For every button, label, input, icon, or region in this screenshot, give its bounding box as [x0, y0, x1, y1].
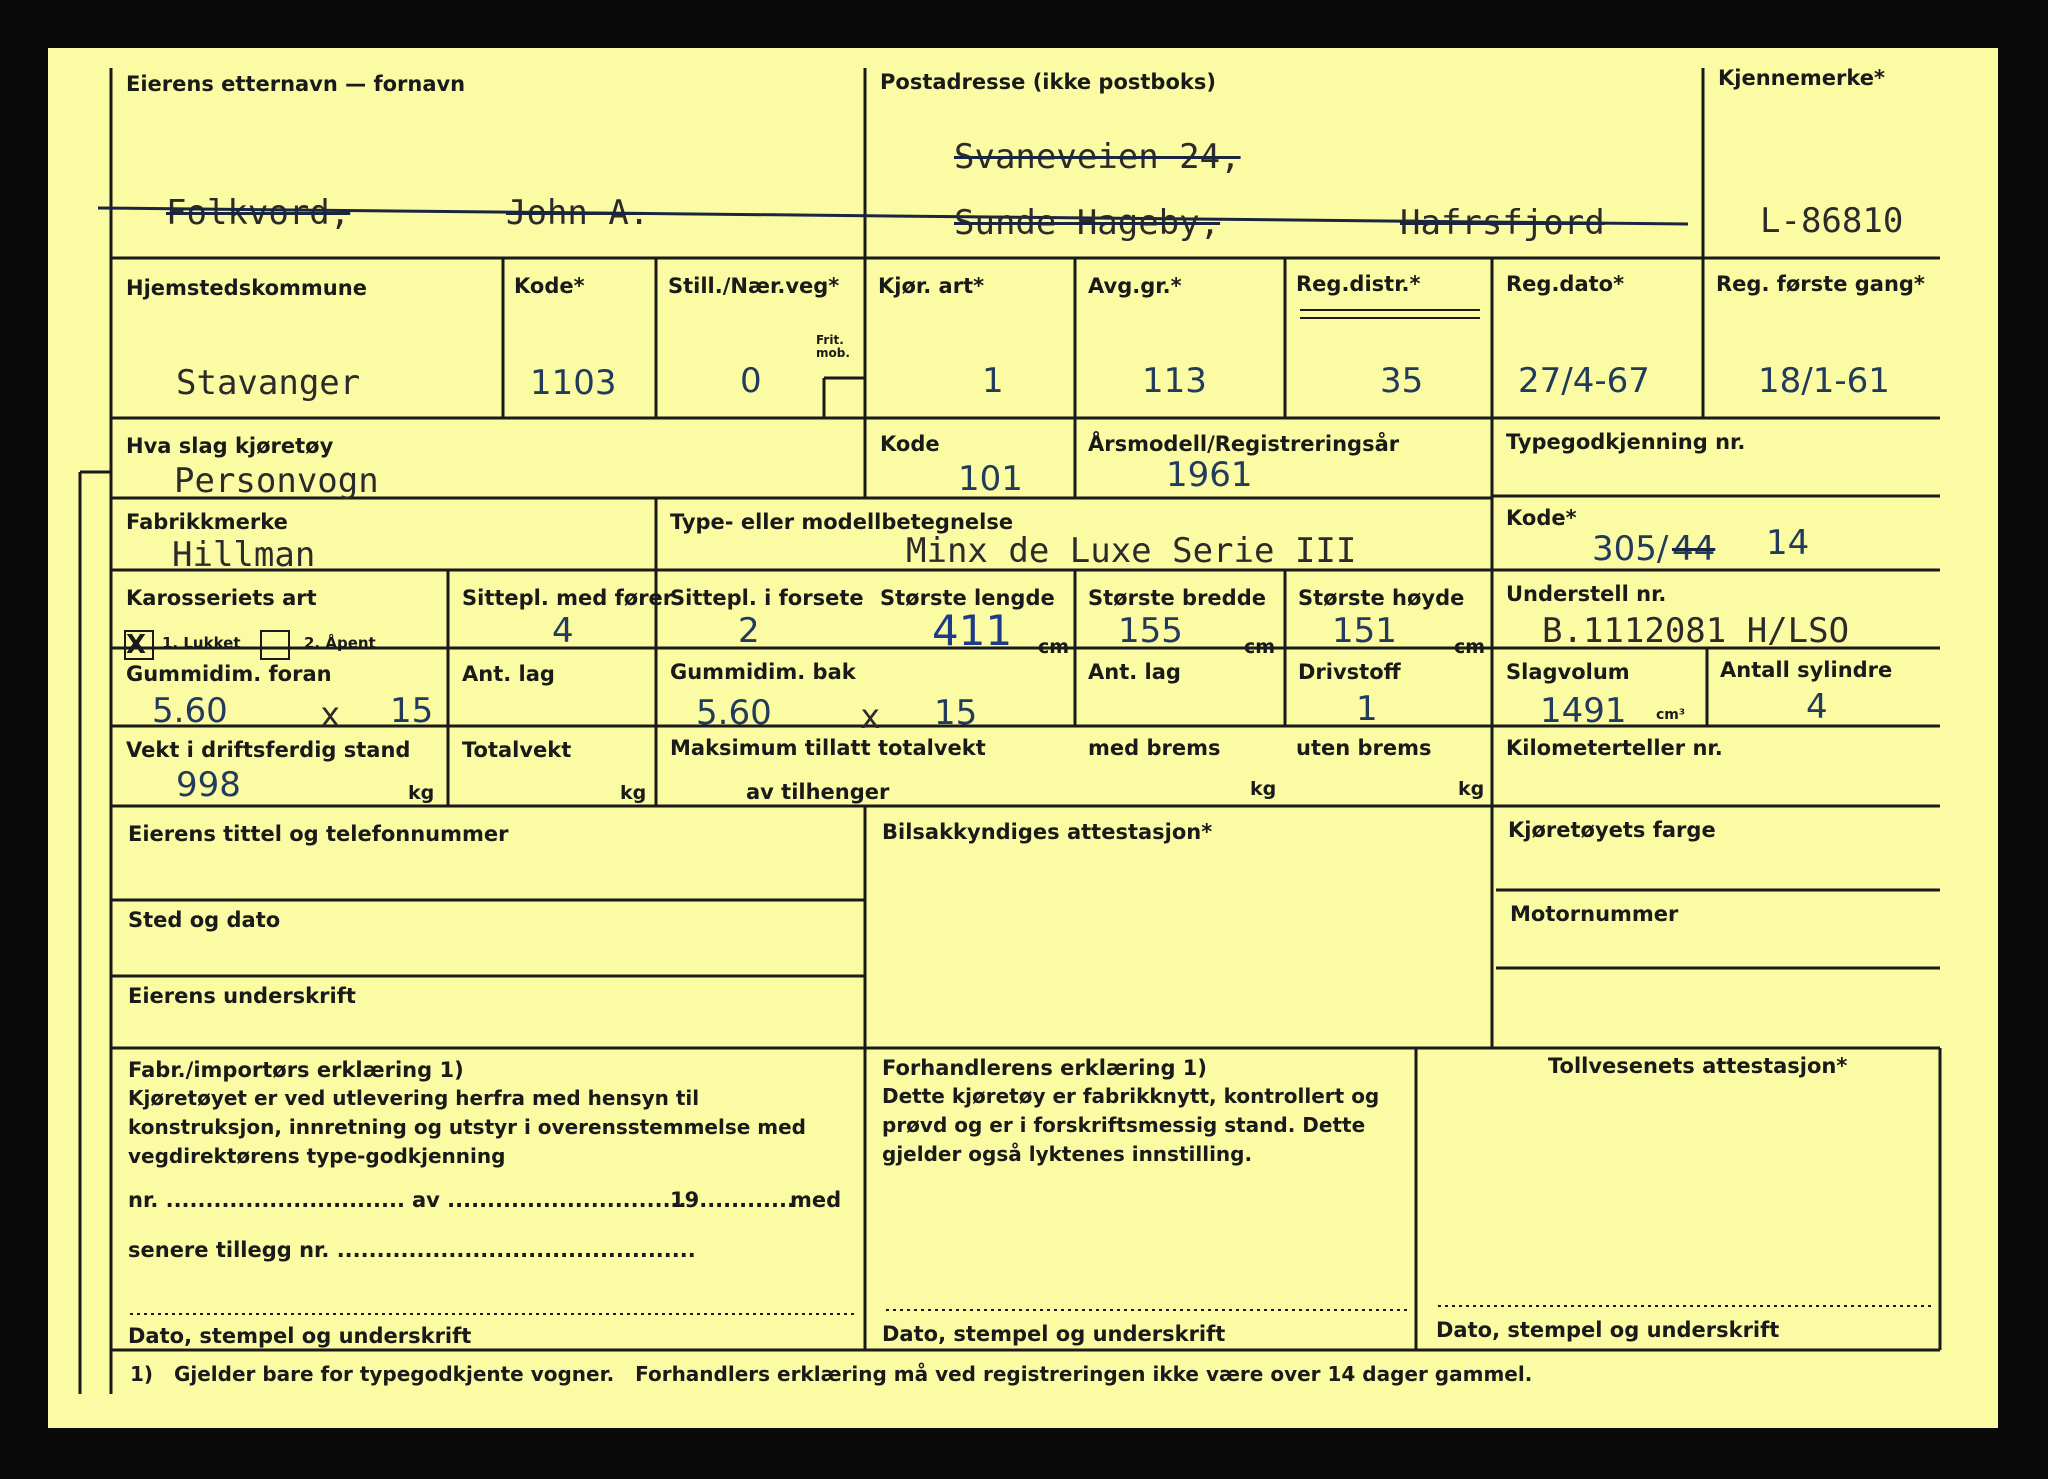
ply-front-label: Ant. lag — [462, 662, 555, 686]
ply-rear-label: Ant. lag — [1088, 660, 1181, 684]
model-value: Minx de Luxe Serie III — [906, 531, 1357, 571]
body-open-label: 2. Åpent — [304, 634, 376, 652]
municipality-label: Hjemstedskommune — [126, 276, 367, 300]
total-weight-label: Totalvekt — [462, 738, 572, 762]
manufacturer-19: 19............ — [670, 1188, 795, 1212]
chassis-value: B.1112081 H/LSO — [1542, 611, 1850, 651]
registration-mark-value: L-86810 — [1760, 201, 1904, 241]
address-line2a: Sunde Hageby, — [954, 203, 1221, 243]
curb-weight-unit: kg — [408, 782, 435, 804]
length-value: 411 — [932, 606, 1013, 655]
tyre-rear-x: x — [860, 697, 881, 737]
length-unit: cm — [1038, 636, 1070, 658]
customs-sign: Dato, stempel og underskrift — [1436, 1318, 1780, 1342]
manufacturer-text: Kjøretøyet er ved utlevering herfra med hensyn til konstruksjon, innretning og utstyr i overensstemmelse med vegdirektørens type-godkjenning — [128, 1086, 806, 1168]
vehicle-kind-label: Hva slag kjøretøy — [126, 434, 334, 458]
fuel-label: Drivstoff — [1298, 660, 1401, 684]
curb-weight-label: Vekt i driftsferdig stand — [126, 738, 411, 762]
manufacturer-later: senere tillegg nr. ............................................. — [128, 1238, 696, 1262]
with-brakes-label: med brems — [1088, 736, 1221, 760]
tyre-front-x: x — [320, 695, 341, 735]
address-line1: Svaneveien 24, — [954, 137, 1241, 177]
model-year-value: 1961 — [1166, 455, 1253, 495]
dealer-text: Dette kjøretøy er fabrikknytt, kontrollert og prøvd og er i forskriftsmessig stand. Dette gjelder også lyktenes innstilling. — [882, 1084, 1380, 1166]
make-label: Fabrikkmerke — [126, 510, 288, 534]
manufacturer-nr: nr. .............................. — [128, 1188, 405, 1212]
inspector-label: Bilsakkyndiges attestasjon* — [882, 820, 1213, 844]
body-open-checkbox — [260, 630, 290, 660]
seats-driver-label: Sittepl. med fører — [462, 586, 674, 610]
address-line2b: Hafrsfjord — [1400, 203, 1605, 243]
dealer-title: Forhandlerens erklæring 1) — [882, 1056, 1208, 1080]
position-label: Still./Nær.veg* — [668, 274, 840, 298]
position-value: 0 — [740, 361, 762, 401]
code2-value-a: 305/ — [1592, 529, 1669, 569]
tyre-rear-label: Gummidim. bak — [670, 660, 856, 684]
kind-code-label: Kode — [880, 432, 940, 456]
municipality-value: Stavanger — [176, 363, 361, 403]
customs-title: Tollvesenets attestasjon* — [1548, 1054, 1848, 1078]
displacement-unit: cm³ — [1656, 707, 1686, 723]
code-label: Kode* — [514, 274, 585, 298]
reg-district-value: 35 — [1380, 361, 1424, 401]
tyre-front-label: Gummidim. foran — [126, 662, 332, 686]
drive-type-label: Kjør. art* — [878, 274, 985, 298]
fuel-value: 1 — [1356, 689, 1378, 729]
engine-no-label: Motornummer — [1510, 902, 1679, 926]
manufacturer-title: Fabr./importørs erklæring 1) — [128, 1058, 464, 1082]
color-label: Kjøretøyets farge — [1508, 818, 1716, 842]
postal-address-label: Postadresse (ikke postboks) — [880, 70, 1216, 94]
displacement-label: Slagvolum — [1506, 660, 1630, 684]
cylinders-value: 4 — [1806, 687, 1828, 727]
kind-code-value: 101 — [958, 459, 1023, 499]
chassis-label: Understell nr. — [1506, 582, 1667, 606]
registration-card — [48, 48, 1998, 1428]
tax-group-value: 113 — [1142, 361, 1207, 401]
tyre-rear-value-a: 5.60 — [696, 693, 772, 733]
tax-group-label: Avg.gr.* — [1088, 274, 1182, 298]
owner-surname: Folkvord, — [166, 193, 351, 233]
without-brakes-unit: kg — [1458, 778, 1485, 800]
width-value: 155 — [1118, 611, 1183, 651]
body-closed-check-mark: X — [126, 630, 147, 660]
registration-mark-label: Kjennemerke* — [1718, 66, 1885, 90]
place-date-label: Sted og dato — [128, 908, 281, 932]
with-brakes-unit: kg — [1250, 778, 1277, 800]
trailer-label: Maksimum tillatt totalvekt — [670, 736, 986, 760]
first-reg-value: 18/1-61 — [1758, 361, 1890, 401]
type-approval-label: Typegodkjenning nr. — [1506, 430, 1746, 454]
model-label: Type- eller modellbetegnelse — [670, 510, 1014, 534]
reg-date-label: Reg.dato* — [1506, 272, 1625, 296]
seats-driver-value: 4 — [552, 611, 574, 651]
code2-value-b: 14 — [1766, 523, 1810, 563]
owner-title-label: Eierens tittel og telefonnummer — [128, 822, 509, 846]
length-label: Største lengde — [880, 586, 1055, 610]
height-label: Største høyde — [1298, 586, 1465, 610]
make-value: Hillman — [172, 535, 316, 575]
tyre-front-value-a: 5.60 — [152, 691, 228, 731]
height-value: 151 — [1332, 611, 1397, 651]
displacement-value: 1491 — [1540, 691, 1627, 731]
code-value: 1103 — [530, 363, 617, 403]
seats-front-label: Sittepl. i forsete — [670, 586, 864, 610]
without-brakes-label: uten brems — [1296, 736, 1432, 760]
manufacturer-sign: Dato, stempel og underskrift — [128, 1324, 472, 1348]
reg-district-label: Reg.distr.* — [1296, 272, 1421, 296]
trailer-label2: av tilhenger — [746, 780, 890, 804]
vehicle-kind-value: Personvogn — [174, 461, 379, 501]
cylinders-label: Antall sylindre — [1720, 658, 1893, 682]
reg-date-value: 27/4-67 — [1518, 361, 1650, 401]
code2-label: Kode* — [1506, 506, 1577, 530]
owner-name-label: Eierens etternavn — fornavn — [126, 72, 466, 96]
curb-weight-value: 998 — [176, 765, 241, 805]
owner-signature-label: Eierens underskrift — [128, 984, 356, 1008]
total-weight-unit: kg — [620, 782, 647, 804]
footnote: 1) Gjelder bare for typegodkjente vogner. Forhandlers erklæring må ved registreringen ikke være over 14 dager gammel. — [130, 1362, 1533, 1386]
dealer-sign: Dato, stempel og underskrift — [882, 1322, 1226, 1346]
tyre-front-value-b: 15 — [390, 691, 434, 731]
model-year-label: Årsmodell/Registreringsår — [1088, 432, 1400, 456]
first-reg-label: Reg. første gang* — [1716, 272, 1925, 296]
seats-front-value: 2 — [738, 611, 760, 651]
width-label: Største bredde — [1088, 586, 1266, 610]
width-unit: cm — [1244, 636, 1276, 658]
height-unit: cm — [1454, 636, 1486, 658]
manufacturer-av: av .............................. — [412, 1188, 687, 1212]
drive-type-value: 1 — [982, 361, 1004, 401]
manufacturer-med: med — [790, 1188, 842, 1212]
code2-value-struck: 44 — [1672, 529, 1716, 569]
tyre-rear-value-b: 15 — [934, 693, 978, 733]
frit-mob-label: Frit. mob. — [816, 333, 850, 360]
body-label: Karosseriets art — [126, 586, 317, 610]
odometer-label: Kilometerteller nr. — [1506, 736, 1723, 760]
body-closed-label: 1. Lukket — [162, 634, 241, 652]
